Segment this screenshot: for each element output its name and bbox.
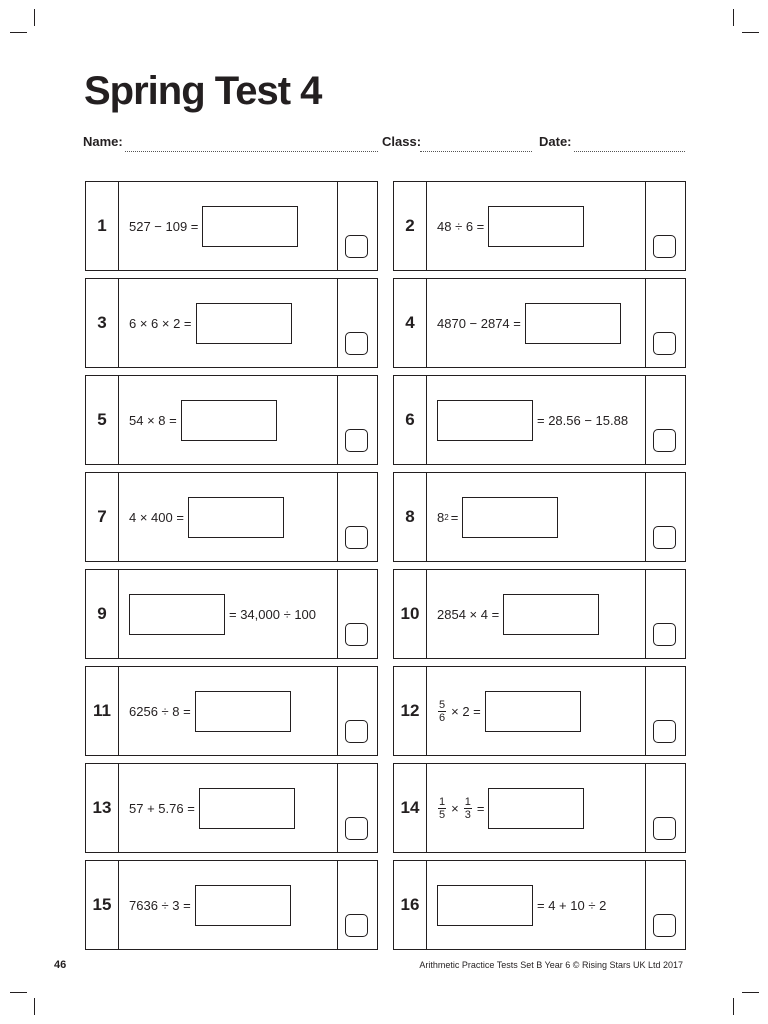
question-expression: 6 × 6 × 2 = (129, 315, 192, 331)
question-body (119, 667, 337, 755)
question-body (427, 570, 645, 658)
question-box (85, 763, 378, 853)
question-number: 10 (394, 570, 427, 658)
question-box (393, 860, 686, 950)
question-expression: 7636 ÷ 3 = (129, 897, 191, 913)
mark-column (337, 473, 377, 561)
crop-mark (742, 32, 759, 33)
answer-box[interactable] (437, 885, 533, 926)
answer-box[interactable] (503, 594, 599, 635)
mark-column (337, 182, 377, 270)
mark-box[interactable] (345, 429, 368, 452)
answer-box[interactable] (202, 206, 298, 247)
mark-column (645, 861, 685, 949)
question-box (85, 666, 378, 756)
fraction-numerator: 1 (464, 795, 471, 808)
question-number: 12 (394, 667, 427, 755)
class-label: Class: (382, 134, 422, 149)
name-label: Name: (83, 134, 123, 149)
crop-mark (733, 998, 734, 1015)
question-box (85, 860, 378, 950)
fraction (464, 796, 472, 821)
answer-box[interactable] (462, 497, 558, 538)
answer-box[interactable] (181, 400, 277, 441)
crop-mark (733, 9, 734, 26)
answer-box[interactable] (199, 788, 295, 829)
question-box (85, 181, 378, 271)
operator: × (451, 800, 459, 816)
fraction (438, 699, 446, 724)
question-body (427, 861, 645, 949)
question-expression: 4 × 400 = (129, 509, 184, 525)
question-body (427, 764, 645, 852)
answer-box[interactable] (196, 303, 292, 344)
crop-mark (10, 992, 27, 993)
mark-box[interactable] (653, 720, 676, 743)
answer-box[interactable] (188, 497, 284, 538)
question-box (85, 569, 378, 659)
mark-box[interactable] (653, 623, 676, 646)
question-number: 9 (86, 570, 119, 658)
question-box (393, 666, 686, 756)
mark-box[interactable] (345, 235, 368, 258)
mark-column (337, 861, 377, 949)
fraction-numerator: 1 (439, 795, 446, 808)
question-body (427, 376, 645, 464)
question-expression: = 34,000 ÷ 100 (229, 606, 317, 622)
answer-box[interactable] (129, 594, 225, 635)
answer-box[interactable] (437, 400, 533, 441)
question-expression: 6256 ÷ 8 = (129, 703, 191, 719)
answer-box[interactable] (525, 303, 621, 344)
question-expression: 2854 × 4 = (437, 606, 500, 622)
mark-box[interactable] (345, 914, 368, 937)
question-number: 5 (86, 376, 119, 464)
question-number: 3 (86, 279, 119, 367)
fraction-denominator: 6 (439, 711, 446, 724)
question-box (393, 181, 686, 271)
question-box (85, 472, 378, 562)
crop-mark (742, 992, 759, 993)
mark-box[interactable] (345, 332, 368, 355)
page-number: 46 (54, 959, 67, 971)
question-body (427, 473, 645, 561)
question-number: 2 (394, 182, 427, 270)
date-label: Date: (539, 134, 572, 149)
question-expression: = 4 + 10 ÷ 2 (537, 897, 607, 913)
mark-column (645, 473, 685, 561)
mark-box[interactable] (653, 235, 676, 258)
question-body (119, 861, 337, 949)
mark-column (337, 764, 377, 852)
mark-box[interactable] (345, 720, 368, 743)
question-number: 13 (86, 764, 119, 852)
question-box (393, 375, 686, 465)
fraction-denominator: 3 (464, 808, 471, 821)
crop-mark (34, 998, 35, 1015)
question-box (393, 278, 686, 368)
equals-sign: = (450, 509, 459, 525)
question-number: 4 (394, 279, 427, 367)
mark-box[interactable] (653, 914, 676, 937)
question-expression: 57 + 5.76 = (129, 800, 195, 816)
question-number: 7 (86, 473, 119, 561)
mark-column (645, 182, 685, 270)
mark-column (645, 764, 685, 852)
question-expression: 48 ÷ 6 = (437, 218, 485, 234)
mark-box[interactable] (653, 526, 676, 549)
answer-box[interactable] (485, 691, 581, 732)
answer-box[interactable] (195, 885, 291, 926)
question-number: 6 (394, 376, 427, 464)
mark-box[interactable] (345, 817, 368, 840)
question-body (119, 376, 337, 464)
question-number: 15 (86, 861, 119, 949)
mark-column (645, 376, 685, 464)
question-body (119, 279, 337, 367)
question-body (119, 570, 337, 658)
question-box (393, 472, 686, 562)
question-number: 14 (394, 764, 427, 852)
answer-box[interactable] (488, 788, 584, 829)
question-base: 8 (437, 509, 445, 525)
question-box (393, 569, 686, 659)
question-body (427, 279, 645, 367)
question-expression: 54 × 8 = (129, 412, 177, 428)
question-number: 1 (86, 182, 119, 270)
footer-credit: Arithmetic Practice Tests Set B Year 6 © Rising Stars UK Ltd 2017 (419, 960, 683, 970)
mark-column (337, 376, 377, 464)
question-box (85, 278, 378, 368)
mark-column (337, 667, 377, 755)
question-body (427, 182, 645, 270)
mark-box[interactable] (653, 332, 676, 355)
question-box (393, 763, 686, 853)
mark-column (645, 279, 685, 367)
question-number: 11 (86, 667, 119, 755)
fraction (438, 796, 446, 821)
question-body (119, 473, 337, 561)
fraction-numerator: 5 (439, 698, 446, 711)
question-expression: 4870 − 2874 = (437, 315, 521, 331)
mark-box[interactable] (345, 526, 368, 549)
mark-box[interactable] (345, 623, 368, 646)
question-exponent: 2 (444, 512, 449, 522)
answer-box[interactable] (195, 691, 291, 732)
question-expression: × 2 = (451, 703, 481, 719)
class-line[interactable] (420, 151, 532, 152)
mark-column (645, 570, 685, 658)
question-body (427, 667, 645, 755)
question-expression: = 28.56 − 15.88 (537, 412, 629, 428)
date-line[interactable] (574, 151, 685, 152)
name-line[interactable] (125, 151, 378, 152)
mark-column (337, 279, 377, 367)
question-body (119, 182, 337, 270)
equals-sign: = (476, 800, 485, 816)
answer-box[interactable] (488, 206, 584, 247)
mark-column (337, 570, 377, 658)
mark-box[interactable] (653, 429, 676, 452)
question-box (85, 375, 378, 465)
crop-mark (34, 9, 35, 26)
question-number: 16 (394, 861, 427, 949)
question-body (119, 764, 337, 852)
fraction-denominator: 5 (439, 808, 446, 821)
question-number: 8 (394, 473, 427, 561)
mark-box[interactable] (653, 817, 676, 840)
mark-column (645, 667, 685, 755)
page-title: Spring Test 4 (84, 69, 322, 113)
question-expression: 527 − 109 = (129, 218, 199, 234)
crop-mark (10, 32, 27, 33)
